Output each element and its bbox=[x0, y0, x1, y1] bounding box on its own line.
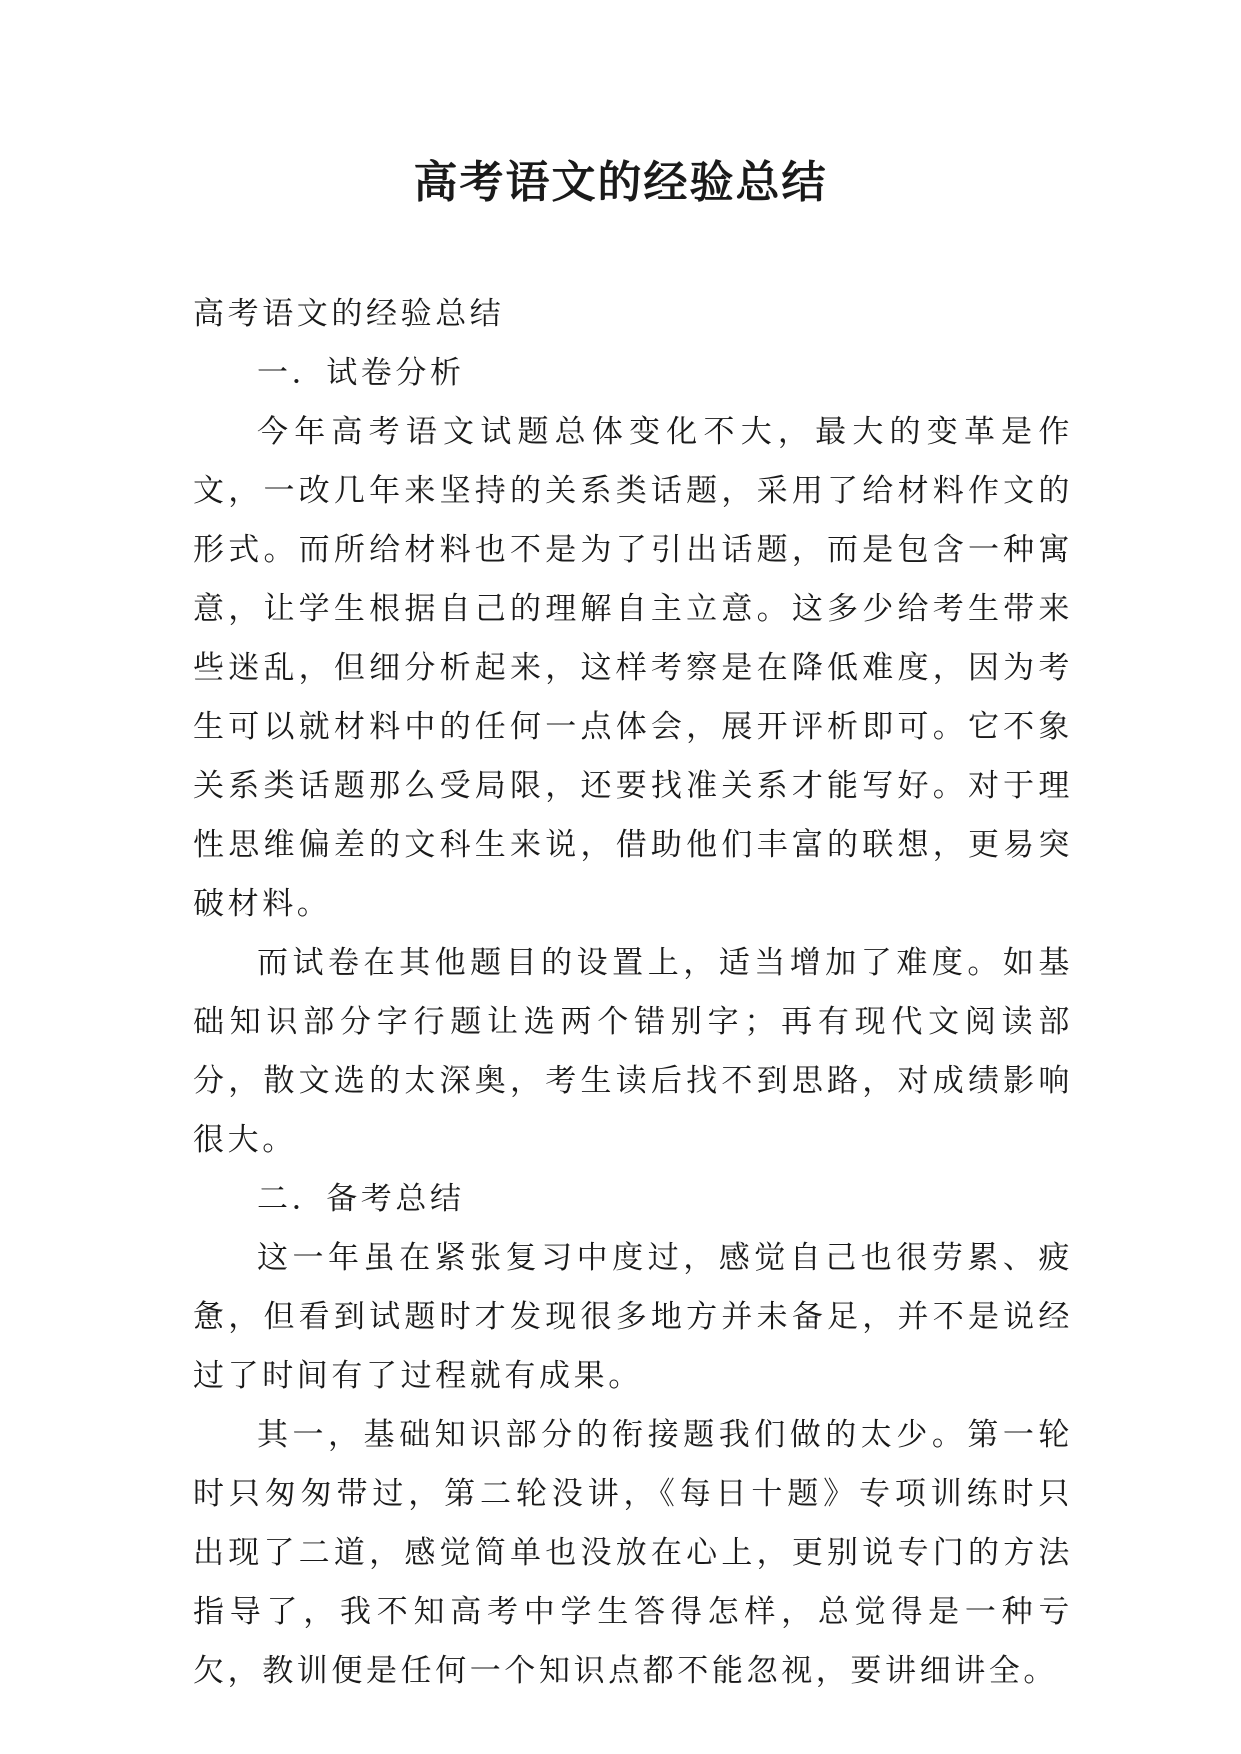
paragraph: 其一，基础知识部分的衔接题我们做的太少。第一轮时只匆匆带过，第二轮没讲，《每日十题》专项训练时只出现了二道，感觉简单也没放在心上，更别说专门的方法指导了，我不知高考中学生答得怎样，总觉得是一种亏欠，教训便是任何一个知识点都不能忽视，要讲细讲全。 bbox=[193, 1417, 1073, 1689]
section-heading-analysis: 一．试卷分析 bbox=[257, 355, 465, 391]
document-title: 高考语文的经验总结 bbox=[413, 157, 828, 208]
paragraph: 这一年虽在紧张复习中度过，感觉自己也很劳累、疲惫，但看到试题时才发现很多地方并未备足，并不是说经过了时间有了过程就有成果。 bbox=[193, 1240, 1073, 1394]
document-body bbox=[193, 285, 1073, 1701]
section-heading-summary: 二．备考总结 bbox=[257, 1181, 465, 1217]
body-heading: 高考语文的经验总结 bbox=[193, 296, 505, 332]
paragraph: 今年高考语文试题总体变化不大，最大的变革是作文，一改几年来坚持的关系类话题，采用了给材料作文的形式。而所给材料也不是为了引出话题，而是包含一种寓意，让学生根据自己的理解自主立意。这多少给考生带来些迷乱，但细分析起来，这样考察是在降低难度，因为考生可以就材料中的任何一点体会，展开评析即可。它不象关系类话题那么受局限，还要找准关系才能写好。对于理性思维偏差的文科生来说，借助他们丰富的联想，更易突破材料。 bbox=[193, 414, 1073, 922]
paragraph: 而试卷在其他题目的设置上，适当增加了难度。如基础知识部分字行题让选两个错别字；再有现代文阅读部分，散文选的太深奥，考生读后找不到思路，对成绩影响很大。 bbox=[193, 945, 1073, 1158]
